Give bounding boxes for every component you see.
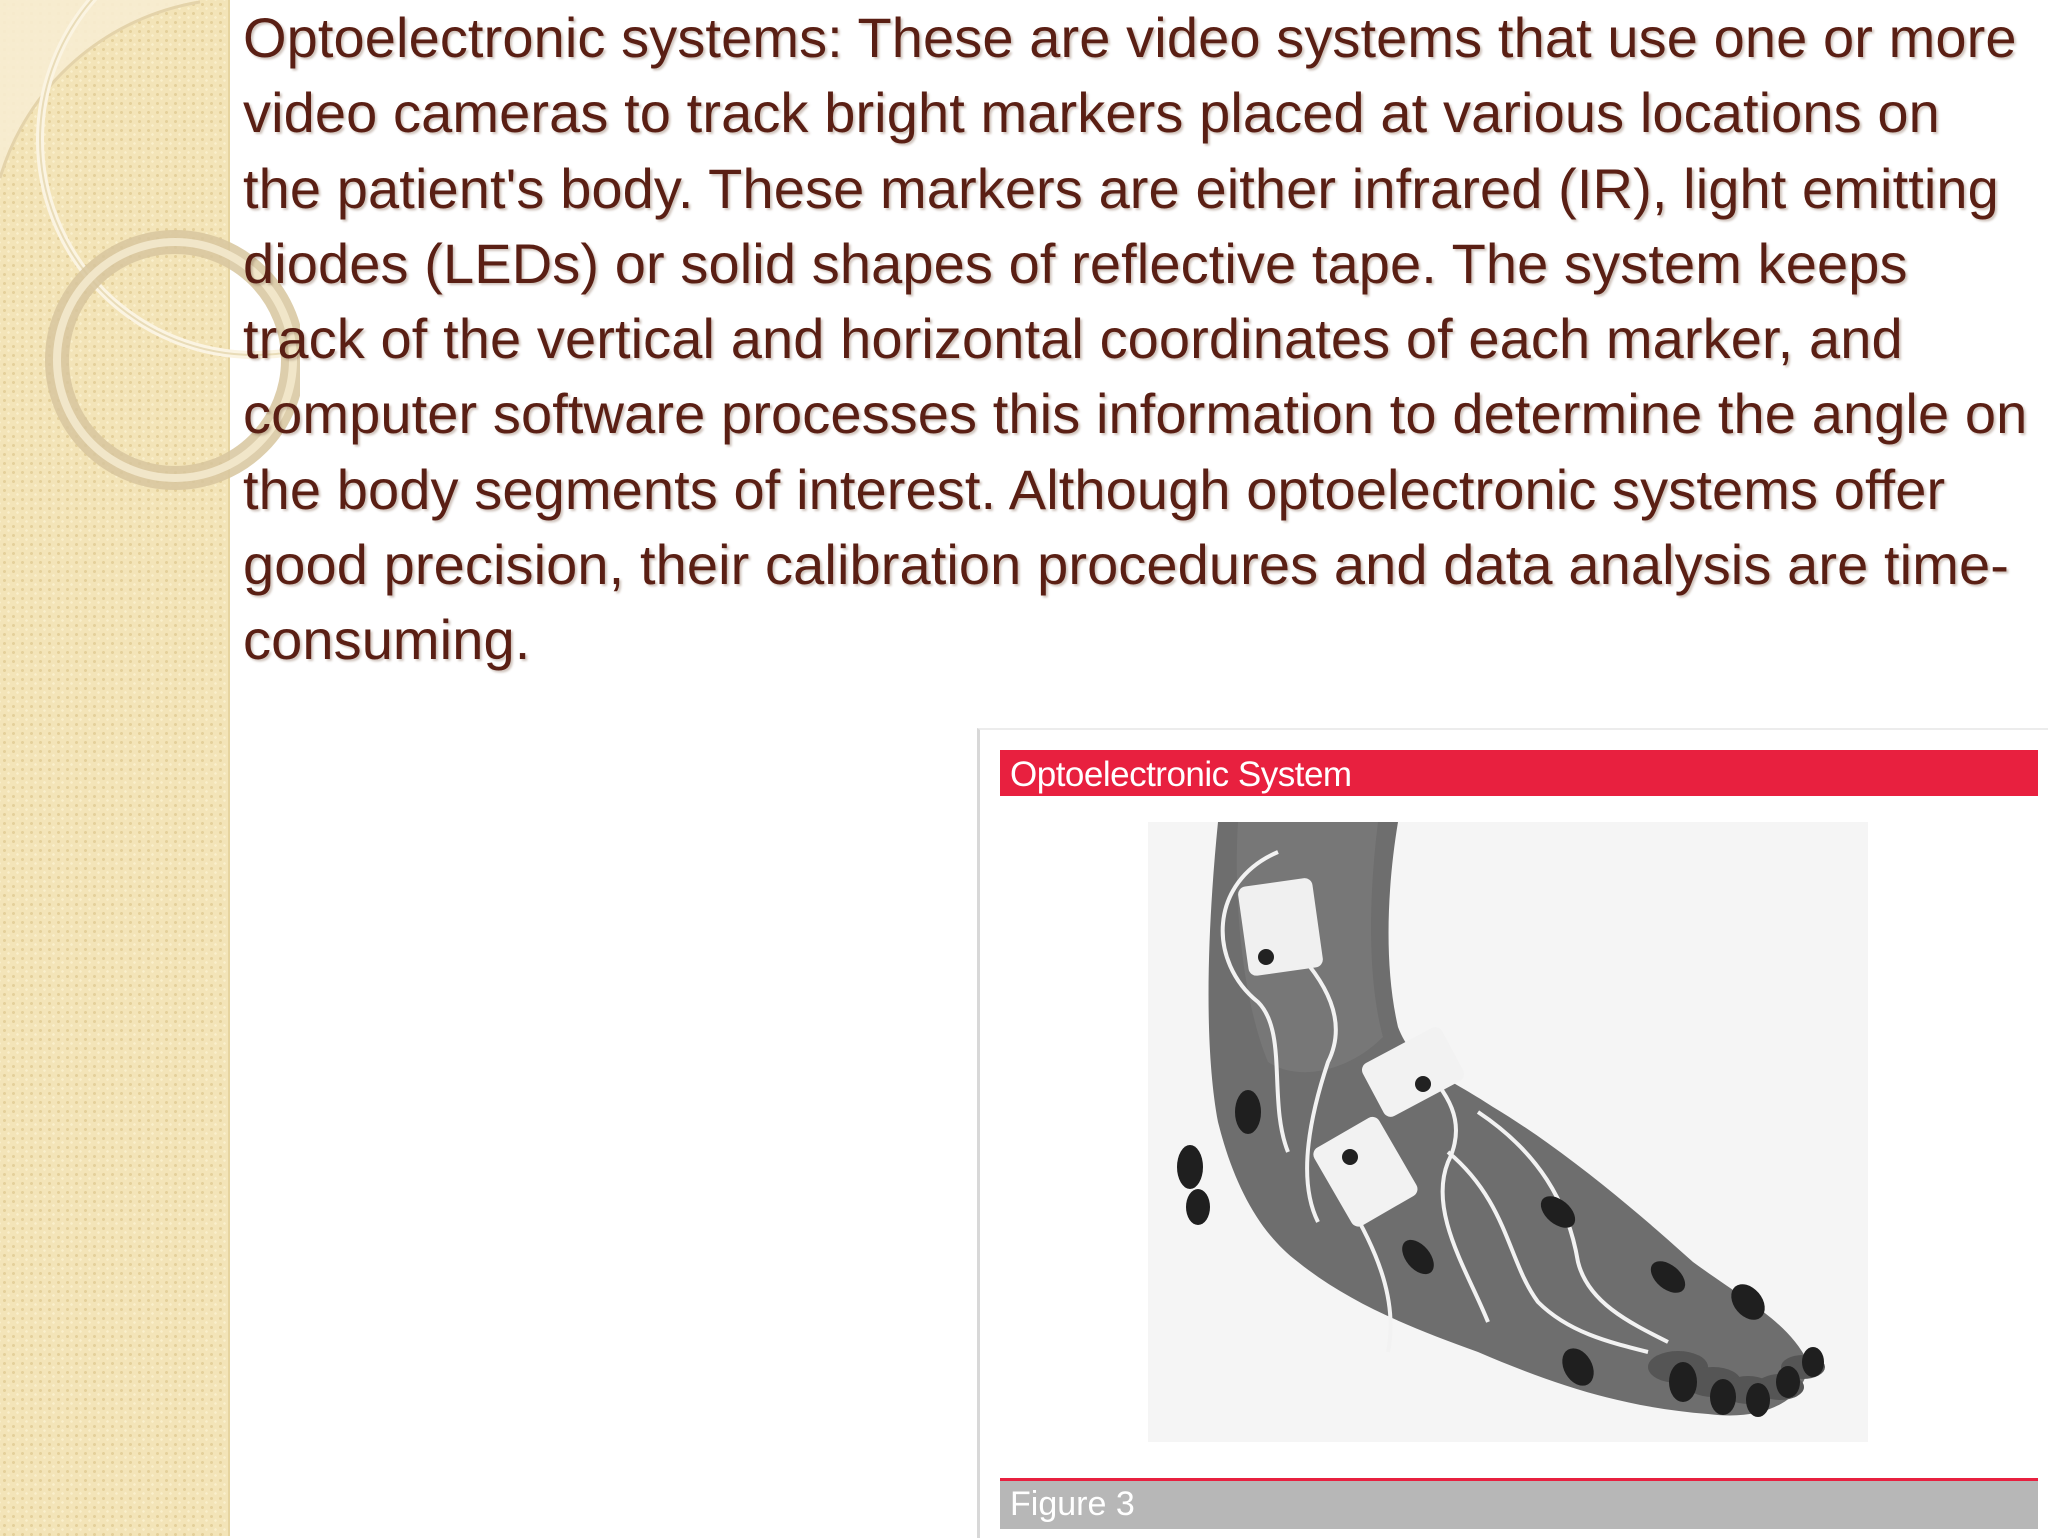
figure-panel	[977, 728, 2048, 1538]
figure-title-bar	[1000, 750, 2038, 796]
slide-body-text: Optoelectronic systems: These are video systems that use one or more video cameras to track bright markers placed at various locations on the patient's body. These markers are either infrared (IR), light emitting diodes (LEDs) or solid shapes of reflective tape. The system keeps track of the vertical and horizontal coordinates of each marker, and computer software processes this information to determine the angle on the body segments of interest. Although optoelectronic systems offer good precision, their calibration procedures and data analysis are time-consuming.	[243, 6, 2028, 672]
figure-caption-bar	[1000, 1478, 2038, 1529]
foot-photo	[1148, 822, 1868, 1442]
figure-caption: Figure 3	[1010, 1485, 1135, 1523]
figure-title: Optoelectronic System	[1010, 755, 1352, 794]
